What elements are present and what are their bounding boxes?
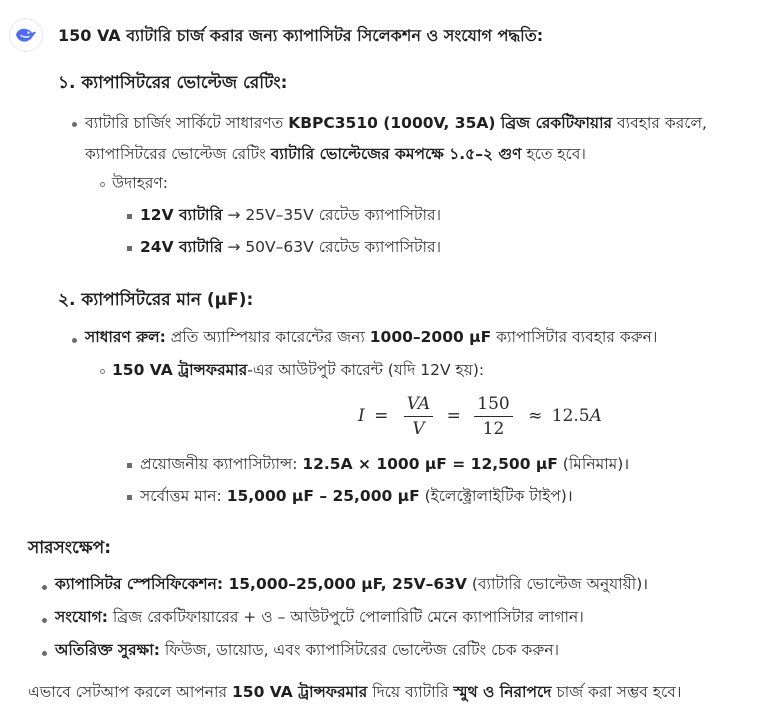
text-span: (ব্যাটারি ভোল্টেজ অনুযায়ী)। bbox=[466, 575, 649, 593]
text-span: ক্যাপাসিটার ব্যবহার করুন। bbox=[491, 328, 658, 346]
result-unit: A bbox=[589, 406, 602, 426]
general-rule-paragraph bbox=[85, 322, 657, 353]
text-span: ব্যবহার করলে, bbox=[612, 114, 707, 132]
formula-equals: = bbox=[374, 406, 389, 426]
bold-span: 24V ব্যাটারি bbox=[140, 238, 223, 256]
section1-heading: ১. ক্যাপাসিটরের ভোল্টেজ রেটিং: bbox=[58, 73, 288, 93]
bold-span: সাধারণ রুল: bbox=[85, 328, 166, 346]
bullet-square bbox=[127, 495, 132, 500]
example-item bbox=[140, 200, 441, 231]
bold-span: ব্যাটারি ভোল্টেজের কমপক্ষে ১.৫–২ গুণ bbox=[270, 145, 522, 163]
whale-logo-icon bbox=[15, 26, 37, 44]
bold-span: অতিরিক্ত সুরক্ষা: bbox=[55, 641, 160, 659]
bullet-ring bbox=[100, 369, 105, 374]
section2-heading: ২. ক্যাপাসিটরের মান (µF): bbox=[58, 290, 254, 310]
text-span: প্রতি অ্যাম্পিয়ার কারেন্টের জন্য bbox=[165, 328, 370, 346]
optimal-value-line bbox=[140, 481, 573, 512]
fraction-numerator: VA bbox=[404, 394, 433, 417]
text-span: সর্বোত্তম মান: bbox=[140, 487, 227, 505]
bullet-dot bbox=[72, 122, 77, 127]
text-span: চার্জ করা সম্ভব হবে। bbox=[551, 683, 682, 701]
formula-fraction-150-12 bbox=[474, 394, 512, 439]
bold-span: 12V ব্যাটারি bbox=[140, 206, 223, 224]
summary-heading: সারসংক্ষেপ: bbox=[28, 538, 111, 558]
bold-span: 12.5A × 1000 µF = 12,500 µF bbox=[302, 455, 558, 473]
formula-equals: = bbox=[446, 406, 461, 426]
text-span: ফিউজ, ডায়োড, এবং ক্যাপাসিটরের ভোল্টেজ রেটিং চেক করুন। bbox=[159, 641, 560, 659]
summary-item bbox=[55, 602, 584, 633]
bullet-square bbox=[127, 246, 132, 251]
fraction-numerator: 150 bbox=[474, 394, 512, 417]
text-span: হতে হবে। bbox=[521, 145, 586, 163]
bold-span: 150 VA ট্রান্সফরমার bbox=[112, 361, 248, 379]
fraction-denominator: 12 bbox=[482, 419, 505, 439]
bold-span: 1000–2000 µF bbox=[369, 328, 492, 346]
text-span: ব্রিজ রেকটিফায়ারের + ও – আউটপুটে পোলারিটি মেনে ক্যাপাসিটার লাগান। bbox=[107, 608, 584, 626]
bold-span: 150 VA ট্রান্সফরমার bbox=[232, 683, 368, 701]
bullet-ring bbox=[100, 182, 105, 187]
closing-paragraph bbox=[28, 677, 681, 708]
bold-span: ক্যাপাসিটর স্পেসিফিকেশন: bbox=[55, 575, 224, 593]
bold-span: সংযোগ: bbox=[55, 608, 108, 626]
bullet-dot bbox=[42, 651, 47, 656]
bold-span: 15,000 µF – 25,000 µF bbox=[226, 487, 420, 505]
bold-span: KBPC3510 (1000V, 35A) ব্রিজ রেকটিফায়ার bbox=[288, 114, 613, 132]
summary-item bbox=[55, 635, 559, 666]
formula-lhs: I bbox=[358, 406, 365, 426]
bold-span: 15,000–25,000 µF, 25V–63V bbox=[223, 575, 467, 593]
text-span: ক্যাপাসিটরের ভোল্টেজ রেটিং bbox=[85, 145, 271, 163]
text-span: → 50V–63V রেটেড ক্যাপাসিটার। bbox=[222, 238, 442, 256]
formula-approx: ≈ bbox=[528, 406, 543, 426]
bullet-dot bbox=[72, 338, 77, 343]
text-span: → 25V–35V রেটেড ক্যাপাসিটার। bbox=[222, 206, 442, 224]
bullet-square bbox=[127, 214, 132, 219]
text-span: ব্যাটারি চার্জিং সার্কিটে সাধারণত bbox=[85, 114, 289, 132]
text-span: দিয়ে ব্যাটারি bbox=[367, 683, 454, 701]
fraction-denominator: V bbox=[412, 419, 425, 439]
example-label: উদাহরণ: bbox=[112, 174, 168, 192]
formula-fraction-va-v bbox=[404, 394, 433, 439]
response-title: 150 VA ব্যাটারি চার্জ করার জন্য ক্যাপাসিটর সিলেকশন ও সংযোগ পদ্ধতি: bbox=[58, 26, 544, 45]
bold-span: স্মুথ ও নিরাপদে bbox=[453, 683, 552, 701]
example-item bbox=[140, 232, 441, 263]
formula-result bbox=[552, 406, 602, 426]
bullet-square bbox=[127, 463, 132, 468]
summary-item bbox=[55, 569, 648, 600]
result-number: 12.5 bbox=[551, 406, 590, 426]
bullet-dot bbox=[42, 618, 47, 623]
current-formula bbox=[358, 394, 602, 439]
bullet-dot bbox=[42, 585, 47, 590]
assistant-avatar bbox=[9, 18, 43, 52]
transformer-current-line bbox=[112, 355, 484, 386]
required-capacitance-line bbox=[140, 449, 629, 480]
text-span: এভাবে সেটআপ করলে আপনার bbox=[28, 683, 232, 701]
text-span: (ইলেক্ট্রোলাইটিক টাইপ)। bbox=[419, 487, 573, 505]
text-span: প্রয়োজনীয় ক্যাপাসিট্যান্স: bbox=[140, 455, 303, 473]
voltage-rating-paragraph bbox=[85, 108, 707, 170]
text-span: -এর আউটপুট কারেন্ট (যদি 12V হয়): bbox=[247, 361, 485, 379]
text-span: (মিনিমাম)। bbox=[557, 455, 630, 473]
